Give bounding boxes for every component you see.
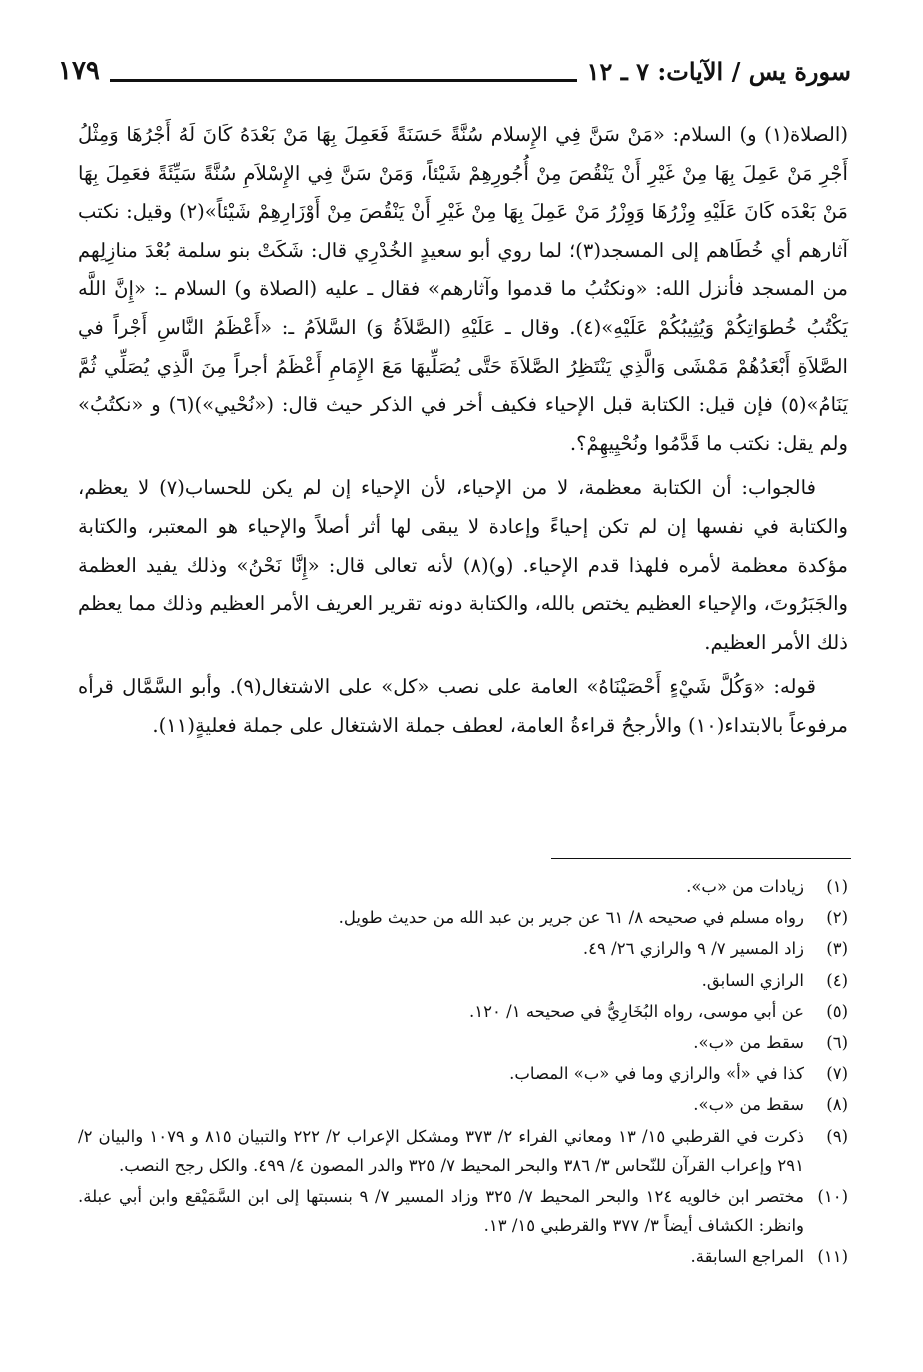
footnote-text: عن أبي موسى، رواه البُخَارِيُّ في صحيحه ١/ ١٢٠. bbox=[469, 1001, 804, 1021]
footnote-number: (٤) bbox=[826, 970, 848, 990]
footnote-text: زيادات من «ب». bbox=[686, 877, 804, 896]
footnote-text: كذا في «أ» والرازي وما في «ب» المصاب. bbox=[509, 1064, 804, 1084]
footnote-number: (٢) bbox=[826, 908, 848, 928]
footnote bbox=[78, 1242, 848, 1271]
footnote-number: (٧) bbox=[826, 1064, 848, 1084]
paragraph: (الصلاة(١) و) السلام: «مَنْ سَنَّ فِي الإِسلام سُنَّةً حَسَنَةً فَعَمِلَ بِهَا مَنْ بَعْدَهُ كَانَ لَهُ أَجْرُهَا وَمِثْلُ أَجْرِ مَنْ عَمِلَ بِهَا مِنْ غَيْرِ أَنْ يَنْقُصَ مِنْ أُجُورِهِمْ شَيْئاً، وَمَنْ سَنَّ فِي الإِسْلاَمِ سُنَّةً سَيِّئَةً فعَمِلَ بِهَا مَنْ بَعْدَه كَانَ عَلَيْهِ وِزْرُهَا وَوِزْرُ مَنْ عَمِلَ بِهَا مِنْ غَيْرِ أَنْ يَنْقُصَ مِنْ أَوْزَارِهِمْ شَيْئاً»(٢) وقيل: نكتب آثارهم أي خُطَاهم إلى المسجد(٣)؛ لما روي أبو سعيدٍ الخُدْرِي قال: شَكَتْ بنو سلمة بُعْدَ منازِلِهم من المسجد فأنزل الله: «ونكتُبُ ما قدموا وآثارهم» فقال ـ عليه (الصلاة و) السلام ـ: «إِنَّ اللَّه يَكْتُبُ خُطوَاتِكُمْ وَيُثِيبُكُمْ عَلَيْهِ»(٤). وقال ـ عَلَيْهِ (الصَّلاَةُ وَ) السَّلاَمُ ـ: «أَعْظَمُ النَّاسِ أَجْراً في الصَّلاَةِ أَبْعَدُهُمْ مَمْشَى وَالَّذِي يَنْتَظِرُ الصَّلاَةَ حَتَّى يُصَلِّيهَا مَعَ الإِمَامِ أَعْظَمُ أجراً مِنَ الَّذِي يُصَلِّي ثُمَّ يَنَامُ»(٥) فإن قيل: الكتابة قبل الإحياء فكيف أخر في الذكر حيث قال: («نُحْيي»)(٦) و «نكتُبُ» ولم يقل: نكتب ما قَدَّمُوا ونُحْيِيهِمْ؟. bbox=[78, 123, 849, 455]
footnote-text: زاد المسير ٧/ ٩ والرازي ٢٦/ ٤٩. bbox=[582, 939, 804, 959]
header-rule bbox=[110, 79, 577, 82]
running-title: سورة يس / الآيات: ٧ ـ ١٢ bbox=[586, 57, 851, 86]
footnote-text: سقط من «ب». bbox=[693, 1033, 804, 1053]
footnote bbox=[78, 1122, 848, 1180]
footnotes bbox=[78, 872, 848, 1272]
footnote-text: مختصر ابن خالويه ١٢٤ والبحر المحيط ٧/ ٣٢٥ وزاد المسير ٧/ ٩ بنسبتها إلى ابن السَّمَيْقع وابن أبي عبلة. وانظر: الكشاف أيضاً ٣/ ٣٧٧ والقرطبي ١٥/ ١٣. bbox=[78, 1187, 804, 1236]
footnote-text: رواه مسلم في صحيحه ٨/ ٦١ عن جرير بن عبد الله من حديث طويل. bbox=[338, 908, 804, 928]
main-text bbox=[78, 116, 848, 746]
footnote-number: (١٠) bbox=[817, 1187, 848, 1207]
footnote bbox=[78, 1059, 848, 1088]
paragraph: قوله: «وَكُلَّ شَيْءٍ أَحْصَيْنَاهُ» العامة على نصب «كل» على الاشتغال(٩). وأبو السَّمَّال قرأه مرفوعاً بالابتداء(١٠) والأرجحُ قراءةُ العامة، لعطف جملة الاشتغال على جملة فعليةٍ(١١). bbox=[78, 675, 848, 737]
footnote-text: المراجع السابقة. bbox=[690, 1247, 804, 1267]
paragraph: فالجواب: أن الكتابة معظمة، لا من الإحياء، لأن الإحياء إن لم يكن للحساب(٧) لا يعظم، والكتابة في نفسها إن لم تكن إحياءً وإعادة لا يبقى لها أثر أصلاً والإحياء هو المعتبر، والكتابة مؤكدة معظمة لأمره فلهذا قدم الإحياء. (و)(٨) لأنه تعالى قال: «إِنَّا نَحْنُ» وذلك يفيد العظمة والجَبَرُوتَ، والإحياء العظيم يختص بالله، والكتابة دونه تقرير العريف الأمر العظيم وذلك مما يعظم ذلك الأمر العظيم. bbox=[78, 476, 848, 654]
footnote-separator bbox=[551, 858, 851, 859]
footnote-number: (٨) bbox=[826, 1095, 848, 1115]
footnote-text: الرازي السابق. bbox=[701, 970, 804, 990]
page-header bbox=[58, 48, 851, 88]
footnote-number: (١١) bbox=[817, 1247, 848, 1267]
footnote bbox=[78, 997, 848, 1026]
footnote bbox=[78, 1028, 848, 1057]
footnote-text: سقط من «ب». bbox=[693, 1095, 804, 1115]
footnote bbox=[78, 1090, 848, 1119]
footnote bbox=[78, 903, 848, 932]
footnote-number: (٦) bbox=[826, 1033, 848, 1053]
footnote-number: (١) bbox=[826, 877, 848, 896]
footnote bbox=[78, 966, 848, 995]
footnote bbox=[78, 934, 848, 963]
page-number: ١٧٩ bbox=[58, 56, 100, 86]
footnote-number: (٩) bbox=[826, 1126, 848, 1146]
footnote-text: ذكرت في القرطبي ١٥/ ١٣ ومعاني الفراء ٢/ ٣٧٣ ومشكل الإعراب ٢/ ٢٢٢ والتبيان ٨١٥ و ١٠٧٩ والبيان ٢/ ٢٩١ وإعراب القرآن للنّحاس ٣/ ٣٨٦ والبحر المحيط ٧/ ٣٢٥ والدر المصون ٤/ ٤٩٩. والكل رجح النصب. bbox=[78, 1126, 804, 1175]
footnote-number: (٥) bbox=[826, 1001, 848, 1021]
footnote-number: (٣) bbox=[826, 939, 848, 959]
footnote bbox=[78, 1182, 848, 1240]
footnote bbox=[78, 872, 848, 901]
